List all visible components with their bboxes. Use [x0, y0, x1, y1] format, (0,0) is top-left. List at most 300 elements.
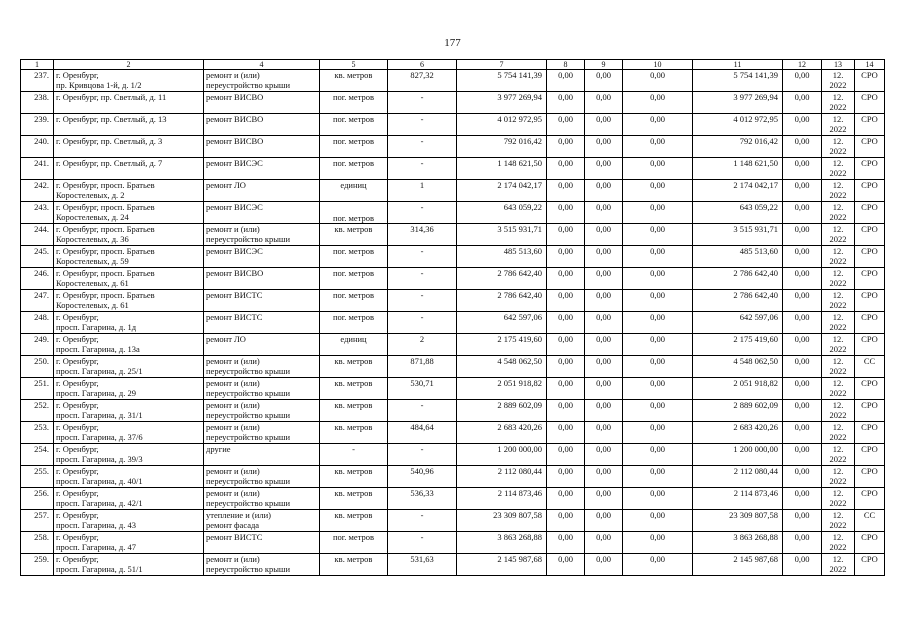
column-header: 8 [547, 60, 585, 70]
address-cell [54, 400, 204, 422]
address-cell-line [56, 102, 201, 112]
method-cell: СРО [855, 202, 885, 224]
fund-cost-cell: 485 513,60 [693, 246, 783, 268]
unit-cell: кв. метров [320, 356, 388, 378]
work-type-cell [204, 246, 320, 268]
address-cell-line: г. Оренбург, пр. Светлый, д. 13 [56, 114, 167, 124]
table-row [21, 312, 885, 334]
deadline-cell [822, 180, 855, 202]
value-cell: 0,00 [585, 246, 623, 268]
value-cell: 0,00 [585, 312, 623, 334]
deadline-cell-line: 2022 [829, 102, 847, 112]
address-cell-line: просп. Гагарина, д. 43 [56, 520, 137, 530]
column-header: 9 [585, 60, 623, 70]
deadline-cell [822, 268, 855, 290]
value-cell: 0,00 [783, 290, 822, 312]
address-cell-line: просп. Гагарина, д. 51/1 [56, 564, 143, 574]
unit-cell: кв. метров [320, 224, 388, 246]
value-cell: 0,00 [623, 92, 693, 114]
deadline-cell-line: 12. [832, 246, 844, 256]
address-cell-line: г. Оренбург, пр. Светлый, д. 11 [56, 92, 167, 102]
address-cell [54, 158, 204, 180]
value-cell: 0,00 [783, 224, 822, 246]
table-row [21, 400, 885, 422]
deadline-cell [822, 70, 855, 92]
total-cost-cell: 23 309 807,58 [457, 510, 547, 532]
address-cell-line: г. Оренбург, [56, 466, 99, 476]
total-cost-cell: 4 548 062,50 [457, 356, 547, 378]
deadline-cell-line: 12. [832, 422, 844, 432]
method-cell: СРО [855, 114, 885, 136]
work-type-cell [204, 290, 320, 312]
unit-cell: единиц [320, 334, 388, 356]
address-cell-line: г. Оренбург, просп. Братьев [56, 290, 155, 300]
unit-cell: кв. метров [320, 422, 388, 444]
volume-cell: - [388, 246, 457, 268]
value-cell: 0,00 [547, 422, 585, 444]
work-type-cell [204, 488, 320, 510]
address-cell-line: Коростелевых, д. 61 [56, 278, 129, 288]
address-cell-line: г. Оренбург, [56, 400, 99, 410]
row-number: 249. [21, 334, 54, 356]
value-cell: 0,00 [585, 400, 623, 422]
unit-cell: кв. метров [320, 488, 388, 510]
work-type-cell-line: ремонт ЛО [206, 180, 246, 190]
row-number: 241. [21, 158, 54, 180]
volume-cell: 314,36 [388, 224, 457, 246]
row-number: 247. [21, 290, 54, 312]
value-cell: 0,00 [623, 268, 693, 290]
address-cell-line: г. Оренбург, [56, 70, 99, 80]
address-cell [54, 70, 204, 92]
deadline-cell-line: 12. [832, 312, 844, 322]
address-cell-line: г. Оренбург, [56, 444, 99, 454]
deadline-cell-line: 2022 [829, 388, 847, 398]
value-cell: 0,00 [585, 70, 623, 92]
method-cell: СРО [855, 70, 885, 92]
value-cell: 0,00 [623, 422, 693, 444]
value-cell: 0,00 [623, 378, 693, 400]
address-cell-line: Коростелевых, д. 61 [56, 300, 129, 310]
deadline-cell-line: 12. [832, 114, 844, 124]
deadline-cell-line: 2022 [829, 256, 847, 266]
address-cell [54, 114, 204, 136]
work-type-cell-line: ремонт и (или) [206, 400, 260, 410]
deadline-cell [822, 466, 855, 488]
value-cell: 0,00 [585, 202, 623, 224]
value-cell: 0,00 [585, 92, 623, 114]
method-cell: СРО [855, 334, 885, 356]
value-cell: 0,00 [547, 532, 585, 554]
row-number: 245. [21, 246, 54, 268]
deadline-cell [822, 400, 855, 422]
value-cell: 0,00 [585, 180, 623, 202]
address-cell-line: просп. Гагарина, д. 31/1 [56, 410, 143, 420]
table-body [21, 70, 885, 576]
method-cell: СРО [855, 312, 885, 334]
value-cell: 0,00 [623, 224, 693, 246]
address-cell [54, 246, 204, 268]
address-cell-line: г. Оренбург, просп. Братьев [56, 268, 155, 278]
work-type-cell [204, 312, 320, 334]
volume-cell: 530,71 [388, 378, 457, 400]
value-cell: 0,00 [585, 268, 623, 290]
deadline-cell-line: 12. [832, 356, 844, 366]
work-type-cell-line: ремонт и (или) [206, 466, 260, 476]
value-cell: 0,00 [623, 114, 693, 136]
value-cell: 0,00 [783, 136, 822, 158]
deadline-cell-line: 12. [832, 136, 844, 146]
work-type-cell [204, 422, 320, 444]
unit-cell: кв. метров [320, 554, 388, 576]
value-cell: 0,00 [783, 400, 822, 422]
table-row [21, 136, 885, 158]
value-cell: 0,00 [585, 114, 623, 136]
work-type-cell-line: ремонт ВИСЭС [206, 246, 263, 256]
deadline-cell-line: 2022 [829, 344, 847, 354]
address-cell [54, 224, 204, 246]
value-cell: 0,00 [585, 290, 623, 312]
deadline-cell [822, 444, 855, 466]
unit-cell: пог. метров [320, 290, 388, 312]
address-cell-line: просп. Гагарина, д. 25/1 [56, 366, 143, 376]
deadline-cell-line: 2022 [829, 124, 847, 134]
value-cell: 0,00 [585, 136, 623, 158]
unit-cell: кв. метров [320, 70, 388, 92]
address-cell-line: г. Оренбург, [56, 378, 99, 388]
volume-cell: - [388, 158, 457, 180]
row-number: 244. [21, 224, 54, 246]
work-type-cell-line: переустройство крыши [206, 388, 291, 398]
total-cost-cell: 3 515 931,71 [457, 224, 547, 246]
table-row [21, 444, 885, 466]
fund-cost-cell: 2 112 080,44 [693, 466, 783, 488]
method-cell: СС [855, 356, 885, 378]
address-cell [54, 378, 204, 400]
value-cell: 0,00 [585, 466, 623, 488]
table-row [21, 224, 885, 246]
address-cell-line: г. Оренбург, [56, 334, 99, 344]
column-header: 4 [204, 60, 320, 70]
value-cell: 0,00 [547, 158, 585, 180]
row-number: 257. [21, 510, 54, 532]
value-cell: 0,00 [547, 224, 585, 246]
deadline-cell-line: 12. [832, 70, 844, 80]
fund-cost-cell: 2 786 642,40 [693, 290, 783, 312]
address-cell [54, 334, 204, 356]
deadline-cell-line: 12. [832, 400, 844, 410]
value-cell: 0,00 [547, 378, 585, 400]
work-type-cell-line: ремонт и (или) [206, 70, 260, 80]
address-cell-line: Коростелевых, д. 24 [56, 212, 129, 222]
deadline-cell-line: 2022 [829, 146, 847, 156]
fund-cost-cell: 2 889 602,09 [693, 400, 783, 422]
method-cell: СРО [855, 422, 885, 444]
work-type-cell [204, 532, 320, 554]
value-cell: 0,00 [623, 356, 693, 378]
value-cell: 0,00 [783, 532, 822, 554]
row-number: 256. [21, 488, 54, 510]
work-type-cell-line: ремонт ВИСТС [206, 290, 263, 300]
fund-cost-cell: 2 786 642,40 [693, 268, 783, 290]
deadline-cell [822, 136, 855, 158]
deadline-cell [822, 422, 855, 444]
unit-cell: пог. метров [320, 114, 388, 136]
volume-cell: - [388, 510, 457, 532]
table-row [21, 180, 885, 202]
value-cell: 0,00 [783, 268, 822, 290]
row-number: 243. [21, 202, 54, 224]
work-type-cell-line: переустройство крыши [206, 80, 291, 90]
deadline-cell-line: 2022 [829, 564, 847, 574]
volume-cell: - [388, 290, 457, 312]
value-cell: 0,00 [547, 554, 585, 576]
address-cell-line: просп. Гагарина, д. 1д [56, 322, 137, 332]
value-cell: 0,00 [585, 334, 623, 356]
value-cell: 0,00 [585, 356, 623, 378]
work-type-cell [204, 136, 320, 158]
table-row [21, 114, 885, 136]
deadline-cell-line: 2022 [829, 366, 847, 376]
value-cell: 0,00 [547, 466, 585, 488]
total-cost-cell: 485 513,60 [457, 246, 547, 268]
table-row [21, 246, 885, 268]
value-cell: 0,00 [783, 554, 822, 576]
deadline-cell-line: 12. [832, 444, 844, 454]
value-cell: 0,00 [623, 158, 693, 180]
method-cell: СРО [855, 180, 885, 202]
work-type-cell [204, 92, 320, 114]
unit-cell: пог. метров [320, 158, 388, 180]
volume-cell: - [388, 268, 457, 290]
address-cell [54, 422, 204, 444]
value-cell: 0,00 [783, 356, 822, 378]
column-header: 7 [457, 60, 547, 70]
volume-cell: - [388, 136, 457, 158]
deadline-cell-line: 2022 [829, 410, 847, 420]
address-cell-line: просп. Гагарина, д. 40/1 [56, 476, 143, 486]
value-cell: 0,00 [585, 378, 623, 400]
work-type-cell [204, 554, 320, 576]
method-cell: СРО [855, 246, 885, 268]
row-number: 253. [21, 422, 54, 444]
work-type-cell-line [206, 168, 317, 178]
value-cell: 0,00 [585, 554, 623, 576]
value-cell: 0,00 [547, 70, 585, 92]
row-number: 258. [21, 532, 54, 554]
value-cell: 0,00 [783, 488, 822, 510]
row-number: 255. [21, 466, 54, 488]
deadline-cell [822, 158, 855, 180]
address-cell-line: просп. Гагарина, д. 42/1 [56, 498, 143, 508]
row-number: 238. [21, 92, 54, 114]
work-type-cell-line: ремонт ВИСЭС [206, 158, 263, 168]
deadline-cell [822, 356, 855, 378]
address-cell [54, 92, 204, 114]
deadline-cell-line: 2022 [829, 190, 847, 200]
work-type-cell [204, 466, 320, 488]
volume-cell: - [388, 312, 457, 334]
row-number: 246. [21, 268, 54, 290]
work-type-cell [204, 114, 320, 136]
table-row [21, 92, 885, 114]
fund-cost-cell: 1 200 000,00 [693, 444, 783, 466]
work-type-cell-line: ремонт фасада [206, 520, 260, 530]
volume-cell: 536,33 [388, 488, 457, 510]
value-cell: 0,00 [623, 488, 693, 510]
table-row [21, 554, 885, 576]
address-cell-line [56, 124, 201, 134]
deadline-cell [822, 488, 855, 510]
deadline-cell-line: 2022 [829, 300, 847, 310]
volume-cell: 2 [388, 334, 457, 356]
unit-cell: пог. метров [320, 246, 388, 268]
method-cell: СРО [855, 444, 885, 466]
address-cell-line: Коростелевых, д. 36 [56, 234, 129, 244]
unit-cell: пог. метров [320, 136, 388, 158]
total-cost-cell: 2 051 918,82 [457, 378, 547, 400]
total-cost-cell: 3 863 268,88 [457, 532, 547, 554]
value-cell: 0,00 [623, 334, 693, 356]
work-type-cell-line: переустройство крыши [206, 476, 291, 486]
work-type-cell-line: ремонт ВИСЭС [206, 202, 263, 212]
total-cost-cell: 2 175 419,60 [457, 334, 547, 356]
column-header: 1 [21, 60, 54, 70]
method-cell: СРО [855, 224, 885, 246]
unit-cell: пог. метров [320, 202, 388, 224]
address-cell-line: просп. Гагарина, д. 39/3 [56, 454, 143, 464]
deadline-cell [822, 554, 855, 576]
table-row [21, 466, 885, 488]
value-cell: 0,00 [783, 114, 822, 136]
address-cell [54, 510, 204, 532]
fund-cost-cell: 23 309 807,58 [693, 510, 783, 532]
address-cell [54, 466, 204, 488]
value-cell: 0,00 [585, 224, 623, 246]
work-type-cell-line: утепление и (или) [206, 510, 271, 520]
work-type-cell [204, 356, 320, 378]
work-type-cell-line: переустройство крыши [206, 564, 291, 574]
fund-cost-cell: 2 114 873,46 [693, 488, 783, 510]
value-cell: 0,00 [783, 158, 822, 180]
deadline-cell-line: 12. [832, 378, 844, 388]
row-number: 237. [21, 70, 54, 92]
address-cell-line [56, 168, 201, 178]
table-row [21, 422, 885, 444]
unit-cell: пог. метров [320, 92, 388, 114]
value-cell: 0,00 [623, 400, 693, 422]
fund-cost-cell: 2 145 987,68 [693, 554, 783, 576]
fund-cost-cell: 643 059,22 [693, 202, 783, 224]
value-cell: 0,00 [623, 532, 693, 554]
work-type-cell-line [206, 344, 317, 354]
work-type-cell-line [206, 146, 317, 156]
volume-cell: 540,96 [388, 466, 457, 488]
fund-cost-cell: 792 016,42 [693, 136, 783, 158]
column-header: 13 [822, 60, 855, 70]
volume-cell: - [388, 444, 457, 466]
work-type-cell [204, 334, 320, 356]
address-cell-line: просп. Гагарина, д. 47 [56, 542, 137, 552]
work-type-cell-line [206, 278, 317, 288]
method-cell: СРО [855, 466, 885, 488]
work-type-cell [204, 268, 320, 290]
volume-cell: 1 [388, 180, 457, 202]
value-cell: 0,00 [783, 422, 822, 444]
method-cell: СРО [855, 92, 885, 114]
work-type-cell-line: переустройство крыши [206, 498, 291, 508]
deadline-cell [822, 290, 855, 312]
total-cost-cell: 2 786 642,40 [457, 268, 547, 290]
table-row [21, 334, 885, 356]
address-cell [54, 554, 204, 576]
table-row [21, 268, 885, 290]
table-row [21, 290, 885, 312]
fund-cost-cell: 3 515 931,71 [693, 224, 783, 246]
table-row [21, 532, 885, 554]
work-type-cell-line: ремонт ВИСТС [206, 532, 263, 542]
address-cell-line: просп. Гагарина, д. 37/6 [56, 432, 143, 442]
value-cell: 0,00 [623, 510, 693, 532]
fund-cost-cell: 3 863 268,88 [693, 532, 783, 554]
work-type-cell-line [206, 102, 317, 112]
address-cell [54, 290, 204, 312]
work-type-cell-line: ремонт и (или) [206, 488, 260, 498]
deadline-cell-line: 12. [832, 488, 844, 498]
method-cell: СРО [855, 400, 885, 422]
address-cell-line: г. Оренбург, просп. Братьев [56, 224, 155, 234]
method-cell: СРО [855, 554, 885, 576]
table-row [21, 202, 885, 224]
address-cell-line: г. Оренбург, [56, 356, 99, 366]
row-number: 259. [21, 554, 54, 576]
work-type-cell-line: переустройство крыши [206, 410, 291, 420]
address-cell [54, 444, 204, 466]
work-type-cell-line [206, 256, 317, 266]
value-cell: 0,00 [783, 92, 822, 114]
work-type-cell-line: ремонт и (или) [206, 378, 260, 388]
row-number: 250. [21, 356, 54, 378]
total-cost-cell: 2 145 987,68 [457, 554, 547, 576]
address-cell [54, 136, 204, 158]
unit-cell: единиц [320, 180, 388, 202]
volume-cell: - [388, 400, 457, 422]
value-cell: 0,00 [623, 466, 693, 488]
address-cell-line: г. Оренбург, просп. Братьев [56, 202, 155, 212]
work-type-cell-line [206, 212, 317, 222]
unit-cell: пог. метров [320, 268, 388, 290]
total-cost-cell: 643 059,22 [457, 202, 547, 224]
fund-cost-cell: 2 174 042,17 [693, 180, 783, 202]
unit-cell: кв. метров [320, 466, 388, 488]
address-cell-line: просп. Гагарина, д. 13а [56, 344, 140, 354]
deadline-cell-line: 2022 [829, 498, 847, 508]
work-type-cell-line [206, 322, 317, 332]
deadline-cell [822, 114, 855, 136]
value-cell: 0,00 [547, 290, 585, 312]
address-cell-line: г. Оренбург, [56, 532, 99, 542]
deadline-cell-line: 12. [832, 224, 844, 234]
deadline-cell-line: 12. [832, 158, 844, 168]
column-header: 10 [623, 60, 693, 70]
address-cell-line: г. Оренбург, просп. Братьев [56, 246, 155, 256]
row-number: 240. [21, 136, 54, 158]
deadline-cell-line: 12. [832, 92, 844, 102]
method-cell: СРО [855, 488, 885, 510]
column-header: 12 [783, 60, 822, 70]
work-type-cell-line [206, 542, 317, 552]
deadline-cell [822, 202, 855, 224]
